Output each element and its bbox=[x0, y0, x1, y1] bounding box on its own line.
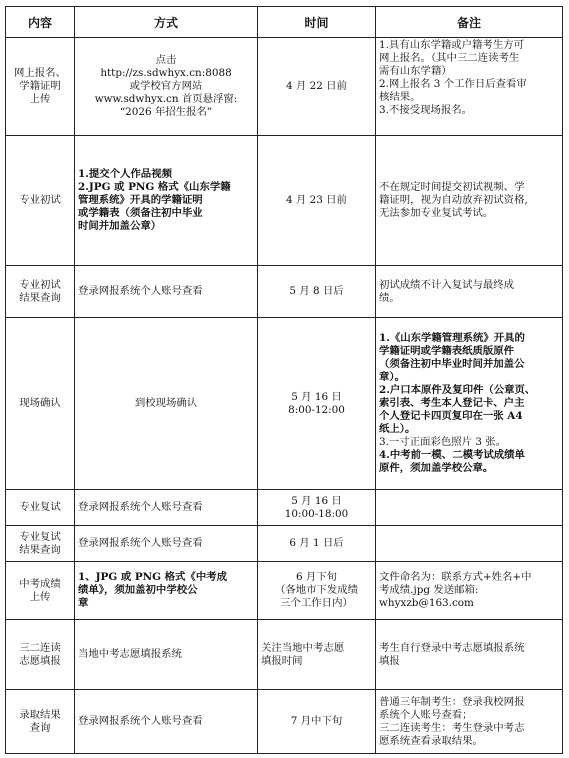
row-method-cell: 1、JPG 或 PNG 格式《中考成 绩单》，须加盖初中学校公 章 bbox=[75, 562, 258, 620]
row-notes-cell: 文件命名为：联系方式+姓名+中 考成绩.jpg 发送邮箱: whyxzb@163.com bbox=[376, 562, 563, 620]
row-content-cell: 三二连读 志愿填报 bbox=[6, 620, 75, 690]
row-time-cell: 7 月中下旬 bbox=[258, 690, 376, 754]
header-time: 时间 bbox=[258, 7, 376, 38]
row-time-cell: 5 月 16 日 10:00-18:00 bbox=[258, 490, 376, 526]
table-row bbox=[6, 38, 563, 136]
row-content-cell: 专业复试 结果查询 bbox=[6, 526, 75, 562]
row-method-cell: 登录网报系统个人账号查看 bbox=[75, 490, 258, 526]
table-row bbox=[6, 318, 563, 490]
row-content-cell: 中考成绩 上传 bbox=[6, 562, 75, 620]
row-method-cell: 登录网报系统个人账号查看 bbox=[75, 266, 258, 318]
row-time-cell: 关注当地中考志愿 填报时间 bbox=[258, 620, 376, 690]
row-time-cell: 5 月 16 日 8:00-12:00 bbox=[258, 318, 376, 490]
row-time-cell: 4 月 22 日前 bbox=[258, 38, 376, 136]
table-row bbox=[6, 562, 563, 620]
row-method-cell: 登录网报系统个人账号查看 bbox=[75, 690, 258, 754]
enrollment-schedule-table bbox=[5, 6, 563, 754]
row-time-cell: 6 月 1 日后 bbox=[258, 526, 376, 562]
row-time-cell: 6 月下旬 （各地市下发成绩 三个工作日内） bbox=[258, 562, 376, 620]
table-header-row bbox=[6, 7, 563, 38]
row-method-cell: 点击 http://zs.sdwhyx.cn:8088 或学校官方网站 www.sdwhyx.cn 首页悬浮窗: “2026 年招生报名” bbox=[75, 38, 258, 136]
row-content-cell: 专业初试 bbox=[6, 136, 75, 266]
row-method-cell: 当地中考志愿填报系统 bbox=[75, 620, 258, 690]
table-row bbox=[6, 690, 563, 754]
table-row bbox=[6, 136, 563, 266]
row-method-cell: 到校现场确认 bbox=[75, 318, 258, 490]
row-notes-cell bbox=[376, 526, 563, 562]
header-method: 方式 bbox=[75, 7, 258, 38]
email-link[interactable]: whyxzb@163.com bbox=[379, 597, 474, 609]
header-content: 内容 bbox=[6, 7, 75, 38]
row-notes-cell: 不在规定时间提交初试视频、学 籍证明，视为自动放弃初试资格, 无法参加专业复试考试。 bbox=[376, 136, 563, 266]
row-content-cell: 现场确认 bbox=[6, 318, 75, 490]
row-notes-cell: 考生自行登录中考志愿填报系统 填报 bbox=[376, 620, 563, 690]
row-content-cell: 专业复试 bbox=[6, 490, 75, 526]
row-content-cell: 网上报名、 学籍证明 上传 bbox=[6, 38, 75, 136]
header-notes: 备注 bbox=[376, 7, 563, 38]
row-notes-cell: 初试成绩不计入复试与最终成 绩。 bbox=[376, 266, 563, 318]
school-site-link[interactable]: www.sdwhyx.cn 首页悬浮窗: bbox=[94, 93, 238, 105]
signup-url-link[interactable]: http://zs.sdwhyx.cn:8088 bbox=[100, 67, 232, 79]
row-time-cell: 5 月 8 日后 bbox=[258, 266, 376, 318]
table-row bbox=[6, 266, 563, 318]
row-notes-cell: 1.《山东学籍管理系统》开具的 学籍证明或学籍表纸质版原件 （须备注初中毕业时间并加盖公 章）。 2.户口本原件及复印件（公章页、 索引表、考生本人登记卡、户主 个人登记卡四页复印在一张 A4 纸上）。 3.一寸正面彩色照片 3 张。 4.中考前一模、二模考试成绩单 原件，须加盖学校公章。 bbox=[376, 318, 563, 490]
row-method-cell: 1.提交个人作品视频 2.JPG 或 PNG 格式《山东学籍 管理系统》开具的学籍证明 或学籍表（须备注初中毕业 时间并加盖公章） bbox=[75, 136, 258, 266]
table-row bbox=[6, 490, 563, 526]
row-content-cell: 专业初试 结果查询 bbox=[6, 266, 75, 318]
table-row bbox=[6, 526, 563, 562]
row-notes-cell bbox=[376, 490, 563, 526]
row-time-cell: 4 月 23 日前 bbox=[258, 136, 376, 266]
row-content-cell: 录取结果 查询 bbox=[6, 690, 75, 754]
row-method-cell: 登录网报系统个人账号查看 bbox=[75, 526, 258, 562]
row-notes-cell: 1.具有山东学籍或户籍考生方可 网上报名。（其中三二连读考生 需有山东学籍） 2.网上报名 3 个工作日后查看审 核结果。 3.不接受现场报名。 bbox=[376, 38, 563, 136]
row-notes-cell: 普通三年制考生：登录我校网报 系统个人账号查看； 三二连读考生：考生登录中考志 愿系统查看录取结果。 bbox=[376, 690, 563, 754]
table-row bbox=[6, 620, 563, 690]
